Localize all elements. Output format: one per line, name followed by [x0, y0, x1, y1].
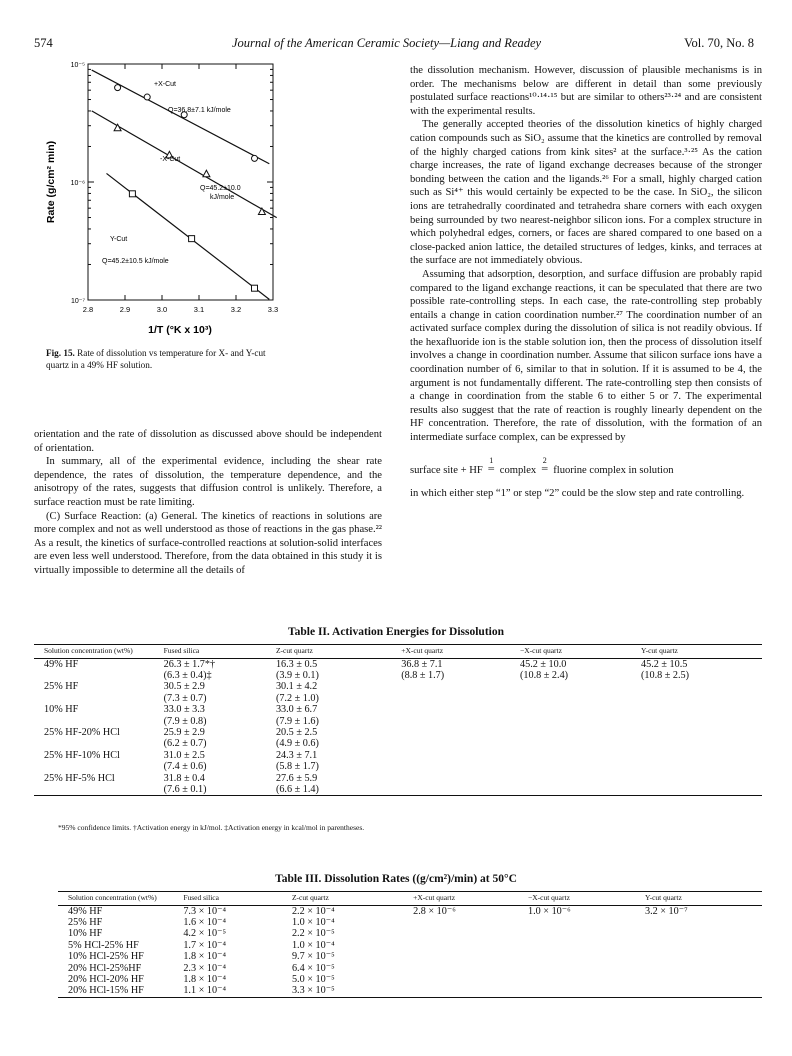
table-cell: [413, 928, 528, 939]
table-cell: 1.0 × 10⁻⁴: [291, 916, 335, 928]
table-cell: 33.0 ± 6.7 (7.9 ± 1.6): [275, 704, 319, 727]
column-header: +X-cut quartz: [401, 646, 444, 655]
y-axis-label: Rate (g/cm² min): [45, 140, 57, 224]
table-row: [58, 963, 762, 974]
table-cell: [645, 917, 762, 928]
paragraph: In summary, all of the experimental evidence, including the shear rate dependence, the rates of dissolution, the temperature dependence, and the anisotropy of the rates, suggests that diffusion control is unlikely. Therefore, a surface reaction must be rate limiting.: [34, 456, 382, 508]
table-cell: 3.3 × 10⁻⁵: [291, 985, 335, 997]
table-cell: [645, 928, 762, 939]
equation-reactants: surface site + HF: [410, 464, 483, 476]
equation-step-2: 2 ═: [541, 455, 548, 473]
column-header: +X-cut quartz: [413, 893, 456, 902]
table-cell: 2.8 × 10⁻⁶: [413, 905, 456, 917]
table-cell: [413, 951, 528, 962]
table-row: [58, 905, 762, 917]
column-header: Y-cut quartz: [641, 646, 678, 655]
fit-line: [92, 70, 270, 164]
column-header: Solution concentration (wt%): [68, 893, 157, 902]
table-cell: [401, 681, 520, 704]
table-cell: [645, 940, 762, 951]
table-cell: [520, 773, 641, 796]
table-cell: 7.3 × 10⁻⁴: [183, 905, 227, 917]
data-point: [189, 236, 195, 242]
table-cell: 5.0 × 10⁻⁵: [291, 973, 335, 985]
figure-caption: [46, 348, 286, 371]
table-row: [34, 750, 762, 773]
table-cell: [645, 985, 762, 997]
column-header: Solution concentration (wt%): [44, 646, 133, 655]
chart-annotations: [102, 81, 241, 265]
x-axis-label: 1/T (°K x 10³): [148, 324, 212, 336]
paragraph: (C) Surface Reaction: (a) General. The kinetics of reactions in solutions are more complex and not as well understood as those of reactions in the gas phase.²² As a result, the kinetics of surface-controlled reactions at solution-solid interfaces are even less well understood. Therefore, from the data obtained in this study it is virtually impossible to determine all the details of: [34, 510, 382, 576]
table-3-title: Table III. Dissolution Rates ((g/cm²)/min) at 50°C: [275, 873, 517, 885]
table-cell: 3.2 × 10⁻⁷: [644, 905, 688, 917]
x-tick-label: 3.2: [230, 305, 242, 314]
chart-annotation: Q=45.2±10.5 kJ/mole: [102, 258, 169, 265]
chart-annotation: +X-Cut: [154, 81, 176, 88]
table-cell: 30.1 ± 4.2 (7.2 ± 1.0): [275, 681, 319, 704]
chart-annotation: Q=36.8±7.1 kJ/mole: [168, 107, 231, 114]
table-cell: 25.9 ± 2.9 (6.2 ± 0.7): [163, 726, 207, 750]
row-label: 10% HCl-25% HF: [68, 951, 144, 963]
table-cell: [528, 963, 645, 974]
row-label: 20% HCl-25%HF: [68, 962, 142, 974]
table-cell: 1.8 × 10⁻⁴: [183, 973, 227, 985]
table-cell: 1.0 × 10⁻⁶: [528, 905, 571, 917]
table-cell: [528, 974, 645, 985]
row-label: 10% HF: [68, 928, 103, 940]
paragraph: The generally accepted theories of the dissolution kinetics of highly charged cation compounds such as SiO₂ assume that the kinetics are controlled by removal of the highly charged cations from kink sites² at the surface.³·²⁵ As the cation charge increases, the rate of ligand exchange decreases because of the stronger bonding between the cation and the ligands.²⁶ For a small, highly charged cation such as Si⁴⁺ this would certainly be expected to be the case. In SiO₂, the silicon ions are tetrahedrally coordinated and tetrahedra share corners with each oxygen being surrounded by two nearest-neighbor silicon ions. For a complex structure in which polyhedral edges, corners, or faces are shared compared to one based on a close-packed anion lattice, the detailed structures of ledges, kinks, and terraces at the surface are not immediately obvious.: [410, 119, 762, 267]
table-3: [58, 891, 762, 998]
data-point: [115, 85, 121, 91]
row-label: 20% HCl-15% HF: [68, 985, 144, 997]
table-cell: [520, 750, 641, 773]
chart-annotation: Y-Cut: [110, 236, 128, 243]
data-point: [203, 170, 210, 177]
table-cell: [641, 704, 762, 727]
table-cell: 33.0 ± 3.3 (7.9 ± 0.8): [163, 704, 207, 727]
equation-products: fluorine complex in solution: [553, 464, 674, 476]
table-cell: [645, 963, 762, 974]
column-header: Y-cut quartz: [644, 893, 682, 902]
table-cell: 1.8 × 10⁻⁴: [183, 951, 227, 963]
y-tick-label: 10⁻⁵: [70, 62, 85, 69]
table-cell: 26.3 ± 1.7*† (6.3 ± 0.4)‡: [163, 658, 216, 681]
data-point: [144, 94, 150, 100]
table-cell: 20.5 ± 2.5 (4.9 ± 0.6): [275, 726, 319, 750]
row-label: 25% HF: [44, 681, 79, 693]
table-row: [34, 704, 762, 727]
table-cell: [641, 750, 762, 773]
table-cell: 27.6 ± 5.9 (6.6 ± 1.4): [275, 772, 319, 795]
chart-annotation: -X-Cut: [160, 156, 181, 163]
journal-running-title: Journal of the American Ceramic Society—Liang and Readey: [232, 36, 542, 50]
right-column-text: [410, 64, 762, 501]
x-tick-label: 3.0: [156, 305, 168, 314]
table-row: [34, 658, 762, 681]
table-cell: 1.0 × 10⁻⁴: [291, 939, 335, 951]
column-header: −X-cut quartz: [520, 646, 562, 655]
column-header: Z-cut quartz: [291, 893, 329, 902]
x-tick-label: 3.3: [267, 305, 279, 314]
paragraph: in which either step “1” or step “2” could be the slow step and rate controlling.: [410, 488, 745, 500]
data-point: [252, 155, 258, 161]
table-cell: [641, 773, 762, 796]
table-cell: [520, 727, 641, 750]
table-cell: [413, 985, 528, 997]
table-cell: [401, 750, 520, 773]
table-cell: 31.8 ± 0.4 (7.6 ± 0.1): [163, 772, 207, 795]
table-cell: [645, 951, 762, 962]
table-cell: 1.7 × 10⁻⁴: [183, 939, 227, 951]
table-cell: 45.2 ± 10.0 (10.8 ± 2.4): [520, 658, 569, 681]
table-cell: [413, 917, 528, 928]
chart-ticks: [71, 62, 279, 314]
table-cell: 31.0 ± 2.5 (7.4 ± 0.6): [163, 749, 207, 773]
chart-annotation: kJ/mole: [210, 194, 235, 201]
column-header: Fused silica: [183, 893, 219, 902]
table-cell: [641, 681, 762, 704]
column-header: Fused silica: [163, 646, 200, 655]
row-label: 5% HCl-25% HF: [68, 939, 139, 951]
table-cell: [528, 985, 645, 997]
left-column-text: [34, 428, 382, 578]
row-label: 25% HF-10% HCl: [44, 749, 120, 761]
figure-caption-text: Rate of dissolution vs temperature for X- and Y-cut quartz in a 49% HF solution.: [46, 348, 266, 370]
table-2: [34, 644, 762, 796]
table-cell: [413, 940, 528, 951]
table-cell: [413, 974, 528, 985]
table-row: [34, 681, 762, 704]
data-point: [258, 208, 265, 215]
figure-label: Fig. 15.: [46, 348, 75, 358]
table-cell: 16.3 ± 0.5 (3.9 ± 0.1): [275, 658, 319, 681]
table-cell: [528, 928, 645, 939]
table-row: [34, 773, 762, 796]
table-cell: 2.2 × 10⁻⁴: [291, 905, 335, 917]
table-cell: 6.4 × 10⁻⁵: [291, 962, 335, 974]
paragraph: orientation and the rate of dissolution as discussed above should be independent of orientation.: [34, 429, 382, 454]
table-cell: [413, 963, 528, 974]
table-row: [58, 928, 762, 939]
table-cell: [401, 704, 520, 727]
x-tick-label: 3.1: [193, 305, 205, 314]
row-label: 25% HF-20% HCl: [44, 726, 120, 738]
table-cell: [641, 727, 762, 750]
equation-intermediate: complex: [499, 464, 537, 476]
row-label: 25% HF-5% HCl: [44, 772, 115, 784]
x-tick-label: 2.8: [82, 305, 94, 314]
row-label: 49% HF: [44, 658, 79, 670]
chart-annotation: Q=45.2±10.0: [200, 185, 241, 192]
table-row: [58, 940, 762, 951]
data-point: [129, 191, 135, 197]
table-cell: [520, 704, 641, 727]
table-cell: [645, 974, 762, 985]
table-cell: 30.5 ± 2.9 (7.3 ± 0.7): [163, 681, 207, 704]
table-cell: [528, 917, 645, 928]
table-cell: 9.7 × 10⁻⁵: [291, 951, 335, 963]
reaction-equation: [410, 457, 762, 478]
data-point: [252, 285, 258, 291]
equation-step-1: 1 ═: [488, 455, 495, 473]
table-cell: 1.6 × 10⁻⁴: [183, 916, 227, 928]
page-number: 574: [34, 36, 53, 50]
table-cell: 45.2 ± 10.5 (10.8 ± 2.5): [641, 658, 690, 681]
table-row: [58, 951, 762, 962]
column-header: −X-cut quartz: [528, 893, 570, 902]
table-cell: [520, 681, 641, 704]
paragraph: Assuming that adsorption, desorption, and surface diffusion are probably rapid compared to the ligand exchange reactions, it can be speculated that there are two possible rate-controlling steps. In each case, the rate-controlling step probably entails a change in cation coordination number.²⁷ The coordination number of an activated surface complex during the dissolution of silica is not readily obvious. If the hexafluoride ion is the stable solution ion, then the process of dissolution itself involves a change in coordination number. Assume that silicon surface ions have a coordination number of 6, similar to that in solution. If it is assumed to be 4, the argument is not fundamentally different. The rate-controlling step then consists of a change in coordination from the stable 6 to either 5 or 7. The experimental results also suggest that the rate of reaction is roughly linearly dependent on the HF concentration. Therefore, the rate of dissolution, with the formation of an intermediate surface complex, can be expressed by: [410, 268, 762, 444]
table-cell: [401, 773, 520, 796]
table-cell: 4.2 × 10⁻⁵: [183, 928, 227, 940]
table-cell: 24.3 ± 7.1 (5.8 ± 1.7): [275, 749, 319, 773]
table-row: [34, 727, 762, 750]
table-cell: [528, 940, 645, 951]
row-label: 25% HF: [68, 916, 103, 928]
table-row: [58, 917, 762, 928]
y-tick-label: 10⁻⁷: [70, 298, 85, 305]
volume-issue: Vol. 70, No. 8: [684, 36, 754, 50]
table-row: [58, 985, 762, 997]
table-2-footnote: *95% confidence limits. †Activation energy in kJ/mol. ‡Activation energy in kcal/mol in parentheses.: [58, 823, 365, 832]
row-label: 20% HCl-20% HF: [68, 973, 144, 985]
y-tick-label: 10⁻⁶: [70, 180, 85, 187]
figure-15-chart: [42, 58, 287, 338]
table-cell: 2.3 × 10⁻⁴: [183, 962, 227, 974]
table-cell: 36.8 ± 7.1 (8.8 ± 1.7): [401, 658, 445, 681]
table-cell: [401, 727, 520, 750]
table-cell: 1.1 × 10⁻⁴: [183, 985, 227, 997]
table-row: [58, 974, 762, 985]
row-label: 10% HF: [44, 704, 79, 716]
paragraph: the dissolution mechanism. However, discussion of plausible mechanisms is in order. The mechanisms below are different in detail than some previously postulated surface reactions¹⁰·¹⁴·¹⁵ but are similar to others²³·²⁴ and are consistent with the experimental results.: [410, 65, 762, 117]
table-2-title: Table II. Activation Energies for Dissolution: [288, 626, 504, 638]
x-tick-label: 2.9: [119, 305, 131, 314]
table-cell: 2.2 × 10⁻⁵: [291, 928, 335, 940]
table-cell: [528, 951, 645, 962]
column-header: Z-cut quartz: [275, 646, 313, 655]
row-label: 49% HF: [68, 905, 103, 917]
